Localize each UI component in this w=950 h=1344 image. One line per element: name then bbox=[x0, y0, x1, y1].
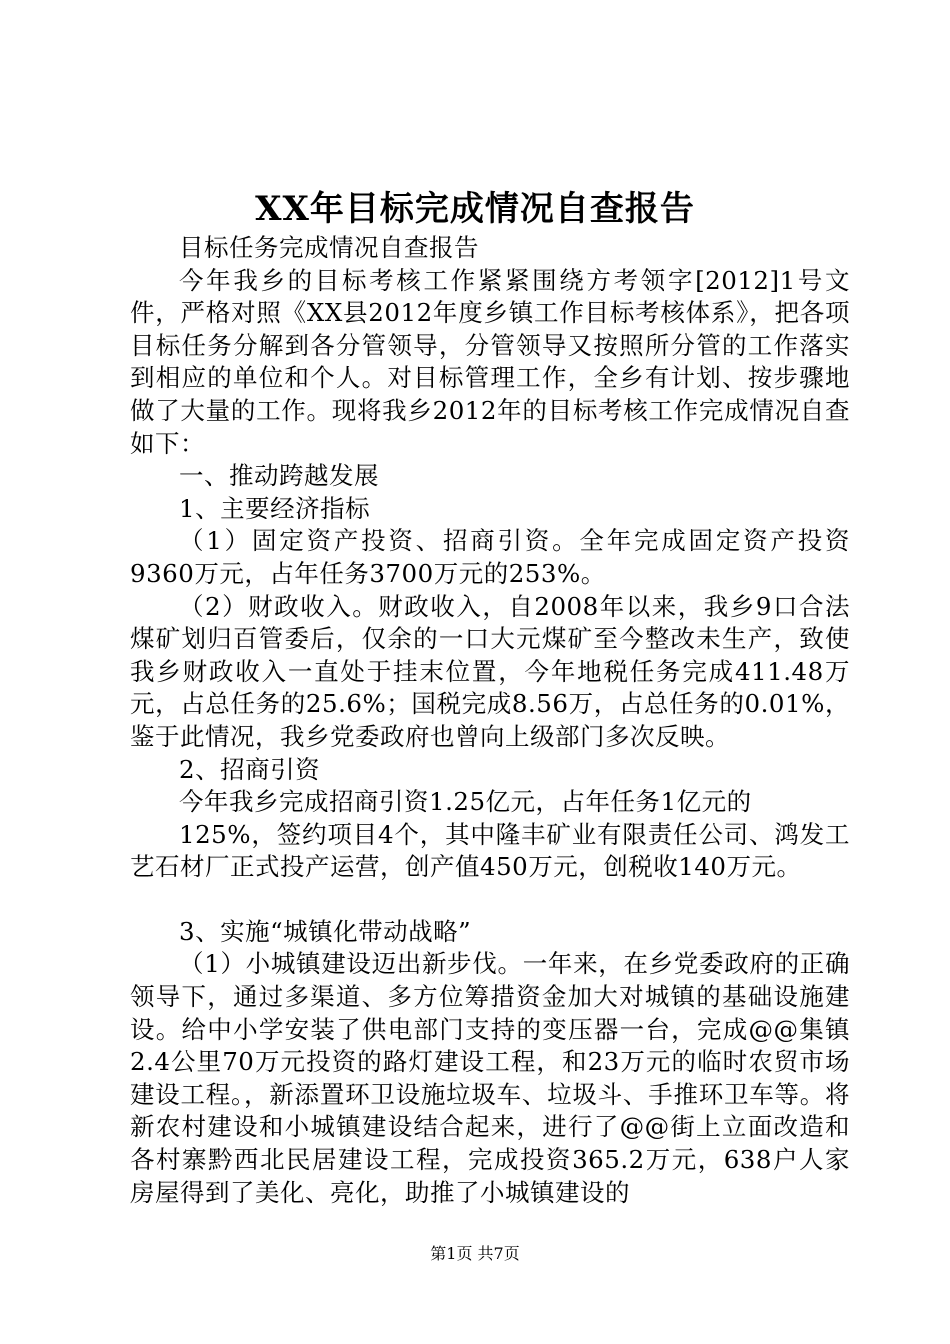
subtitle-paragraph: 目标任务完成情况自查报告 bbox=[179, 233, 479, 262]
attraction-paragraph: 今年我乡完成招商引资1.25亿元，占年任务1亿元的 bbox=[179, 787, 752, 817]
section-heading: 一、推动跨越发展 bbox=[179, 461, 379, 491]
revenue-paragraph: （2）财政收入。财政收入，自2008年以来，我乡9口合法煤矿划归百管委后，仅余的一口大元煤矿至今整改未生产，致使我乡财政收入一直处于挂末位置，今年地税任务完成411.48万元，占总任务的25.6%；国税完成8.56万，占总任务的0.01%，鉴于此情况，我乡党委政府也曾向上级部门多次反映。 bbox=[130, 591, 850, 751]
investment-paragraph: （1）固定资产投资、招商引资。全年完成固定资产投资9360万元，占年任务3700万元的253%。 bbox=[130, 526, 850, 588]
subsection-heading: 3、实施“城镇化带动战略” bbox=[179, 916, 472, 946]
page-footer: 第1页 共7页 bbox=[430, 1244, 520, 1263]
town-construction-paragraph: （1）小城镇建设迈出新步伐。一年来，在乡党委政府的正确领导下，通过多渠道、多方位筹措资金加大对城镇的基础设施建设。给中小学安装了供电部门支持的变压器一台，完成@@集镇2.4公里70万元投资的路灯建设工程，和23万元的临时农贸市场建设工程。，新添置环卫设施垃圾车、垃圾斗、手推环卫车等。将新农村建设和小城镇建设结合起来，进行了@@街上立面改造和各村寨黔西北民居建设工程，完成投资365.2万元，638户人家房屋得到了美化、亮化，助推了小城镇建设的 bbox=[130, 949, 850, 1207]
document-title: XX年目标完成情况自查报告 bbox=[255, 189, 695, 229]
document-body bbox=[130, 232, 850, 1209]
intro-paragraph: 今年我乡的目标考核工作紧紧围绕方考领字[2012]1号文件，严格对照《XX县2012年度乡镇工作目标考核体系》，把各项目标任务分解到各分管领导，分管领导又按照所分管的工作落实到相应的单位和个人。对目标管理工作，全乡有计划、按步骤地做了大量的工作。现将我乡2012年的目标考核工作完成情况自查如下： bbox=[130, 265, 850, 458]
subsection-heading: 1、主要经济指标 bbox=[179, 493, 371, 523]
subsection-heading: 2、招商引资 bbox=[179, 754, 321, 784]
attraction-paragraph-continued: 125%，签约项目4个，其中隆丰矿业有限责任公司、鸿发工艺石材厂正式投产运营，创产值450万元，创税收140万元。 bbox=[130, 819, 850, 882]
